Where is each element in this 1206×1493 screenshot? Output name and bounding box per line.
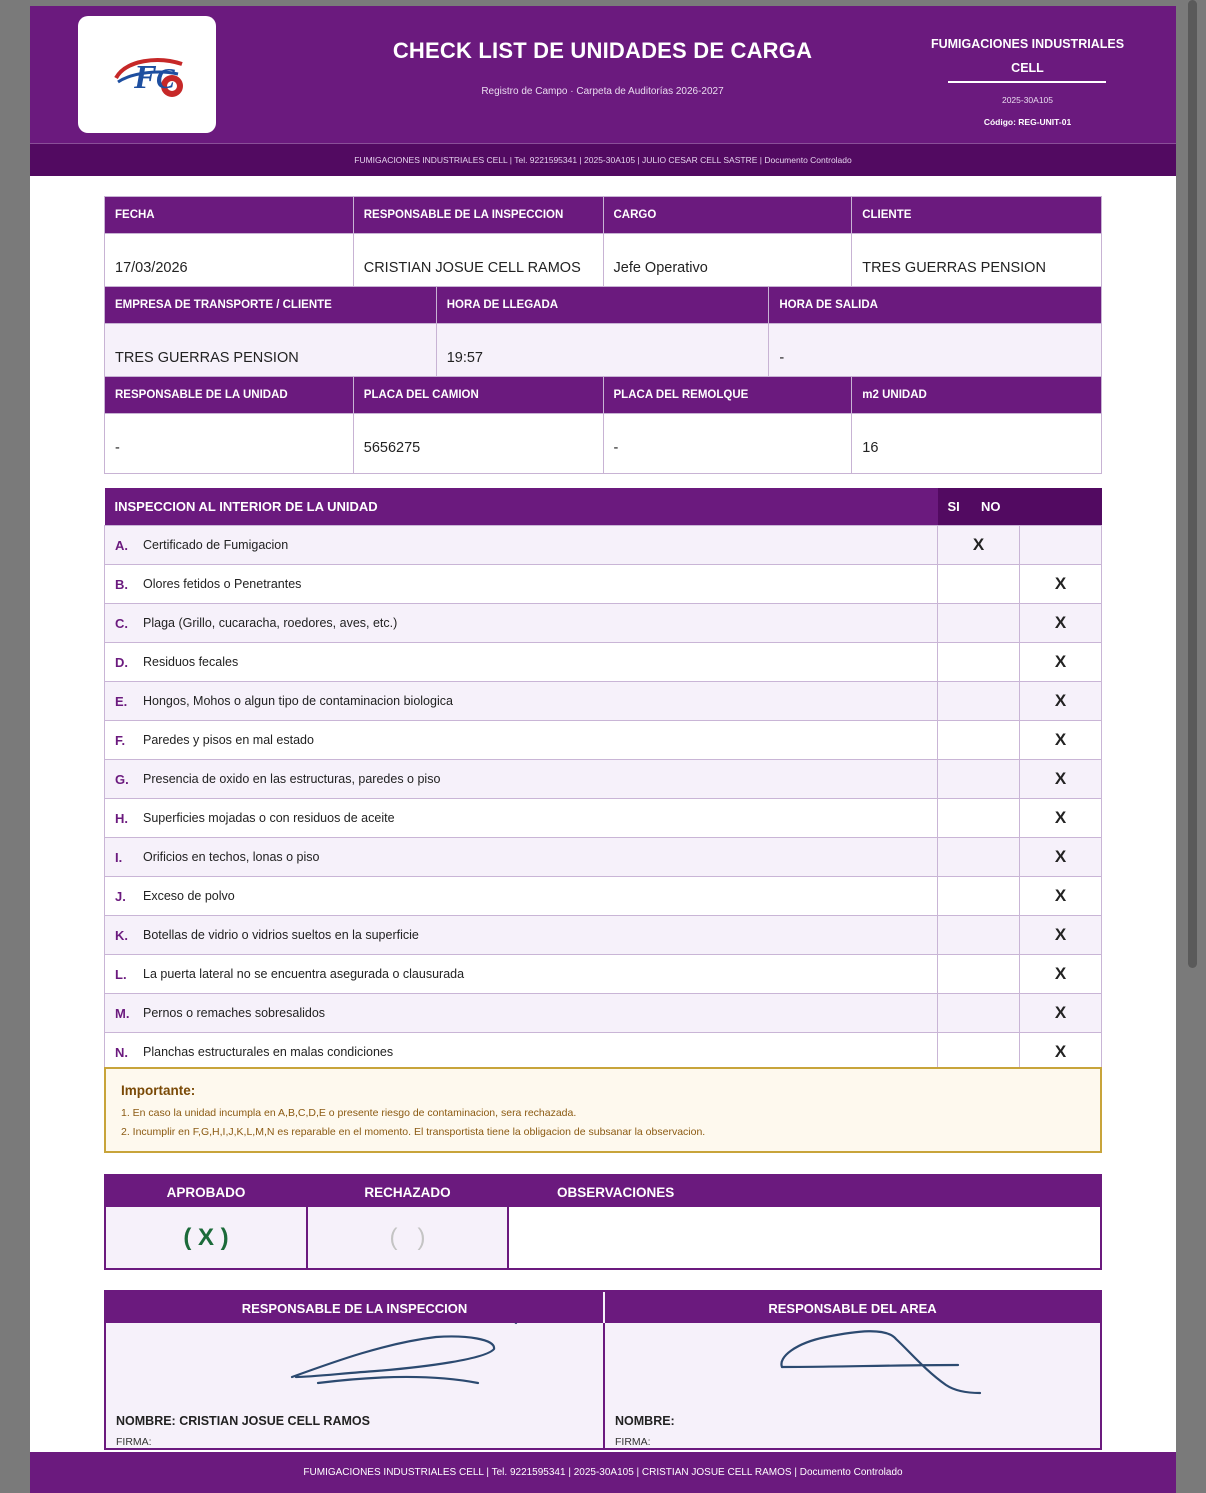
fecha-value: 17/03/2026 [105, 234, 354, 294]
checklist-no-mark: X [1020, 682, 1102, 721]
checklist-item-text: Plaga (Grillo, cucaracha, roedores, aves, etc.) [142, 604, 938, 643]
checklist-row [105, 682, 1102, 721]
empresa-transporte-label: EMPRESA DE TRANSPORTE / CLIENTE [105, 287, 437, 324]
cargo-label: CARGO [603, 197, 852, 234]
responsable-unidad-label: RESPONSABLE DE LA UNIDAD [105, 377, 354, 414]
checklist-item-text: Superficies mojadas o con residuos de aceite [142, 799, 938, 838]
checklist-si-mark [938, 838, 1020, 877]
left-signature-title: RESPONSABLE DE LA INSPECCION [106, 1292, 603, 1323]
checklist-row [105, 760, 1102, 799]
inspector-name: NOMBRE: CRISTIAN JOSUE CELL RAMOS [116, 1414, 370, 1428]
checklist-no-mark [1020, 526, 1102, 565]
area-signature-icon [781, 1331, 980, 1393]
cargo-value: Jefe Operativo [603, 234, 852, 294]
inspector-signature-icon [292, 1323, 516, 1383]
area-responsible-name: NOMBRE: [615, 1414, 675, 1428]
checklist-si-mark [938, 604, 1020, 643]
checklist-item-letter: L. [105, 955, 143, 994]
checklist-row [105, 565, 1102, 604]
placa-camion-value: 5656275 [353, 414, 603, 474]
result-divider-2 [507, 1176, 509, 1268]
checklist-item-letter: I. [105, 838, 143, 877]
checklist-row [105, 643, 1102, 682]
checklist-no-mark: X [1020, 643, 1102, 682]
company-logo [78, 16, 216, 133]
checklist-item-text: Hongos, Mohos o algun tipo de contaminacion biologica [142, 682, 938, 721]
empresa-transporte-value: TRES GUERRAS PENSION [105, 324, 437, 384]
checklist-item-text: Exceso de polvo [142, 877, 938, 916]
si-label: SI [947, 499, 960, 514]
fecha-label: FECHA [105, 197, 354, 234]
checklist-si-mark [938, 877, 1020, 916]
vertical-scrollbar[interactable] [1188, 0, 1197, 968]
checklist-no-mark: X [1020, 877, 1102, 916]
placa-remolque-value: - [603, 414, 852, 474]
placa-remolque-label: PLACA DEL REMOLQUE [603, 377, 852, 414]
important-line-2: 2. Incumplir en F,G,H,I,J,K,L,M,N es reparable en el momento. El transportista tiene la obligacion de subsanar la observacion. [121, 1126, 706, 1138]
inspection-checklist [104, 488, 1102, 1072]
checklist-item-letter: F. [105, 721, 143, 760]
checklist-item-letter: K. [105, 916, 143, 955]
approved-label: APROBADO [106, 1176, 306, 1207]
document-title: CHECK LIST DE UNIDADES DE CARGA [392, 38, 813, 63]
checklist-item-text: Certificado de Fumigacion [142, 526, 938, 565]
responsable-inspeccion-label: RESPONSABLE DE LA INSPECCION [353, 197, 603, 234]
document-header [30, 6, 1176, 143]
checklist-si-mark [938, 721, 1020, 760]
checklist-row [105, 799, 1102, 838]
checklist-item-text: Pernos o remaches sobresalidos [142, 994, 938, 1033]
checklist-si-mark [938, 799, 1020, 838]
checklist-item-text: Presencia de oxido en las estructuras, paredes o piso [142, 760, 938, 799]
checklist-row [105, 994, 1102, 1033]
checklist-item-text: Orificios en techos, lonas o piso [142, 838, 938, 877]
checklist-item-letter: N. [105, 1033, 143, 1072]
company-name: FUMIGACIONES INDUSTRIALES CELL [930, 37, 1125, 75]
placa-camion-label: PLACA DEL CAMION [353, 377, 603, 414]
svg-text:C: C [156, 64, 175, 95]
hora-llegada-value: 19:57 [436, 324, 769, 384]
hora-salida-label: HORA DE SALIDA [769, 287, 1102, 324]
important-notice [104, 1067, 1102, 1153]
approved-mark: ( X ) [106, 1207, 306, 1268]
info-row-1 [104, 196, 1102, 294]
checklist-item-letter: A. [105, 526, 143, 565]
checklist-si-mark [938, 643, 1020, 682]
checklist-item-letter: D. [105, 643, 143, 682]
document-code: Código: REG-UNIT-01 [983, 117, 1072, 127]
checklist-row [105, 955, 1102, 994]
checklist-no-mark: X [1020, 916, 1102, 955]
checklist-item-text: Olores fetidos o Penetrantes [142, 565, 938, 604]
subheader-bar: FUMIGACIONES INDUSTRIALES CELL | Tel. 9221595341 | 2025-30A105 | JULIO CESAR CELL SASTRE | Documento Controlado [30, 143, 1176, 176]
checklist-no-mark: X [1020, 799, 1102, 838]
checklist-row [105, 604, 1102, 643]
observations-label: OBSERVACIONES [509, 1176, 1100, 1207]
checklist-row [105, 877, 1102, 916]
checklist-si-mark [938, 916, 1020, 955]
checklist-item-text: Botellas de vidrio o vidrios sueltos en la superficie [142, 916, 938, 955]
hora-llegada-label: HORA DE LLEGADA [436, 287, 769, 324]
checklist-item-text: La puerta lateral no se encuentra asegurada o clausurada [142, 955, 938, 994]
checklist-si-mark [938, 760, 1020, 799]
document-page [30, 6, 1176, 1493]
checklist-item-text: Residuos fecales [142, 643, 938, 682]
document-subtitle: Registro de Campo · Carpeta de Auditorías 2026-2027 [481, 86, 724, 97]
checklist-item-letter: E. [105, 682, 143, 721]
checklist-no-mark: X [1020, 838, 1102, 877]
checklist-row [105, 526, 1102, 565]
rejected-mark: ( ) [308, 1207, 507, 1268]
m2-unidad-value: 16 [852, 414, 1102, 474]
responsable-unidad-value: - [105, 414, 354, 474]
checklist-row [105, 916, 1102, 955]
checklist-no-mark: X [1020, 955, 1102, 994]
important-title: Importante: [121, 1083, 196, 1098]
hora-salida-value: - [769, 324, 1102, 384]
checklist-no-mark: X [1020, 604, 1102, 643]
si-no-header [938, 488, 1102, 526]
handwritten-signatures [106, 1323, 1100, 1423]
checklist-si-mark [938, 955, 1020, 994]
result-box [104, 1174, 1102, 1270]
checklist-item-letter: C. [105, 604, 143, 643]
inspector-firma-label: FIRMA: [116, 1436, 152, 1448]
checklist-si-mark [938, 682, 1020, 721]
m2-unidad-label: m2 UNIDAD [852, 377, 1102, 414]
checklist-row [105, 1033, 1102, 1072]
checklist-si-mark [938, 565, 1020, 604]
rejected-label: RECHAZADO [308, 1176, 507, 1207]
cliente-value: TRES GUERRAS PENSION [852, 234, 1102, 294]
company-logo-icon [78, 16, 216, 133]
observations-value [509, 1207, 1100, 1268]
checklist-no-mark: X [1020, 1033, 1102, 1072]
checklist-title: INSPECCION AL INTERIOR DE LA UNIDAD [105, 488, 938, 526]
info-row-2 [104, 286, 1102, 384]
checklist-si-mark: X [938, 526, 1020, 565]
result-divider-1 [306, 1176, 308, 1268]
document-footer: FUMIGACIONES INDUSTRIALES CELL | Tel. 9221595341 | 2025-30A105 | CRISTIAN JOSUE CELL RAMOS | Documento Controlado [30, 1452, 1176, 1493]
checklist-si-mark [938, 994, 1020, 1033]
checklist-item-letter: G. [105, 760, 143, 799]
responsable-inspeccion-value: CRISTIAN JOSUE CELL RAMOS [353, 234, 603, 294]
checklist-item-letter: H. [105, 799, 143, 838]
checklist-no-mark: X [1020, 721, 1102, 760]
checklist-item-text: Planchas estructurales en malas condiciones [142, 1033, 938, 1072]
checklist-no-mark: X [1020, 760, 1102, 799]
company-reference: 2025-30A105 [1001, 95, 1054, 105]
right-signature-title: RESPONSABLE DEL AREA [605, 1292, 1100, 1323]
svg-text:F: F [134, 59, 157, 96]
checklist-item-letter: J. [105, 877, 143, 916]
company-divider [948, 81, 1106, 83]
checklist-row [105, 721, 1102, 760]
checklist-row [105, 838, 1102, 877]
checklist-item-text: Paredes y pisos en mal estado [142, 721, 938, 760]
checklist-no-mark: X [1020, 565, 1102, 604]
info-row-3 [104, 376, 1102, 474]
important-line-1: 1. En caso la unidad incumpla en A,B,C,D,E o presente riesgo de contaminacion, sera rechazada. [121, 1107, 577, 1119]
checklist-si-mark [938, 1033, 1020, 1072]
no-label: NO [981, 499, 1001, 514]
checklist-item-letter: M. [105, 994, 143, 1033]
checklist-item-letter: B. [105, 565, 143, 604]
checklist-no-mark: X [1020, 994, 1102, 1033]
cliente-label: CLIENTE [852, 197, 1102, 234]
signature-section [104, 1290, 1102, 1450]
area-firma-label: FIRMA: [615, 1436, 651, 1448]
